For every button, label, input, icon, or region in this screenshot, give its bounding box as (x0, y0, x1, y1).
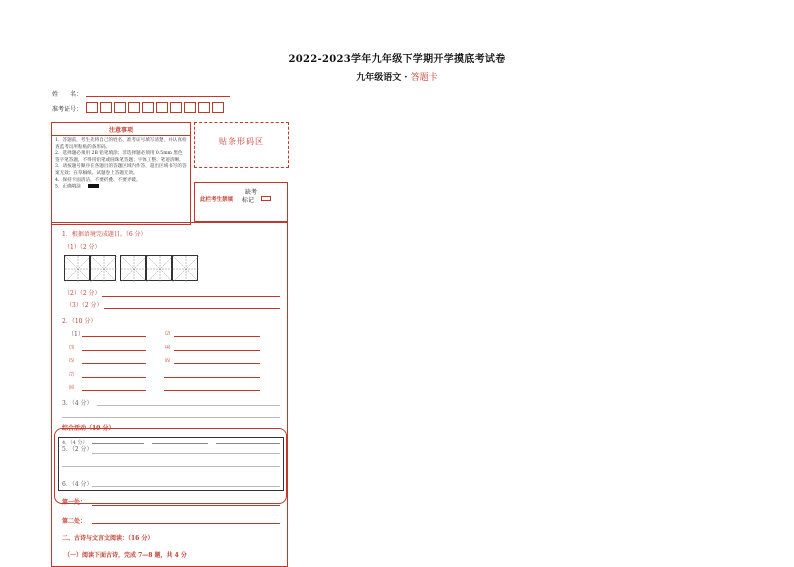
q3-answer-line-2[interactable] (62, 417, 280, 418)
q2-item-7b-line[interactable] (164, 377, 260, 378)
q2-item-4-label: ⑷ (165, 345, 171, 351)
exam-number-cell[interactable] (142, 102, 154, 113)
name-field[interactable] (86, 96, 230, 97)
q1-3-label: （3）（2 分） (66, 302, 103, 309)
q5-label: 5．（2 分） (62, 446, 93, 453)
notice-item: 4．保持卡面清洁，不要折叠、不要弄破。 (55, 177, 141, 183)
q4-answer-line-3[interactable] (216, 443, 280, 444)
place-1-label: 第一处： (62, 499, 87, 506)
exam-number-cell[interactable] (212, 102, 224, 113)
q2-item-2-line[interactable] (174, 336, 260, 337)
comprehensive-title: 综合活动（10 分） (62, 425, 115, 432)
notice-box (51, 122, 191, 225)
absent-checkbox[interactable] (261, 196, 271, 201)
q2-item-8-line[interactable] (82, 390, 146, 391)
writing-grid-cell[interactable] (172, 255, 198, 281)
q2-item-6-line[interactable] (174, 363, 260, 364)
q5-answer-line-2[interactable] (62, 466, 280, 467)
filled-mark-example (88, 184, 99, 188)
q2-item-8b-line[interactable] (164, 390, 260, 391)
q2-item-4-line[interactable] (174, 350, 260, 351)
writing-grid-cell[interactable] (120, 255, 146, 281)
notice-item (52, 184, 190, 191)
exam-number-cell[interactable] (184, 102, 196, 113)
writing-grid-cell[interactable] (146, 255, 172, 281)
q2-item-5-label: ⑸ (69, 358, 75, 364)
q1-3-answer-line[interactable] (104, 308, 280, 309)
barcode-area (194, 122, 289, 168)
q1-2-label: （2）（2 分） (64, 290, 101, 297)
q2-item-7-label: ⑺ (69, 372, 75, 378)
part-2-title: 二、古诗与文言文阅读：（16 分） (62, 535, 154, 542)
q1-1-label: （1）（2 分） (64, 244, 101, 251)
subtitle-answer-card: 答题卡 (410, 73, 438, 83)
exam-number-cell[interactable] (86, 102, 98, 113)
q4-answer-line-1[interactable] (92, 443, 144, 444)
subtitle-main: 九年级语文 · (356, 73, 411, 83)
exam-title: 2022-2023学年九年级下学期开学摸底考试卷 (288, 54, 506, 65)
part-2-subtitle: （一）阅读下面古诗，完成 7—8 题，共 4 分 (64, 552, 187, 559)
q2-item-1-label: （1） (68, 331, 84, 338)
q2-item-6-label: ⑹ (165, 358, 171, 364)
writing-grid-cell[interactable] (90, 255, 116, 281)
notice-item: 1．答题前，考生先将自己的姓名、准考证号填写清楚，并认真检查监考员所粘贴的条形码。 (55, 138, 187, 150)
q3-answer-line-1[interactable] (97, 405, 280, 406)
notice-item: 2．选择题必须用 2B 铅笔填涂；非选择题必须用 0.5mm 黑色签字笔答题，不得用铅笔或圆珠笔答题；字体工整、笔迹清晰。 (55, 151, 184, 163)
absent-label-1: 缺考 (245, 189, 258, 196)
q2-item-7-line[interactable] (82, 377, 146, 378)
q2-item-2-label: ⑵ (165, 331, 171, 337)
absent-side-label: 此栏考生禁填 (200, 197, 234, 203)
q1-2-answer-line[interactable] (102, 296, 280, 297)
q2-item-5-line[interactable] (82, 363, 146, 364)
exam-number-cell[interactable] (198, 102, 210, 113)
q3-label: 3．（4 分） (62, 400, 93, 407)
writing-grid-cell[interactable] (64, 255, 90, 281)
absent-label-2: 标记 (242, 197, 255, 204)
exam-number-cell[interactable] (114, 102, 126, 113)
exam-number-cell[interactable] (128, 102, 140, 113)
absent-box (194, 182, 288, 222)
notice-item-5: 5．正确填涂 (55, 184, 81, 190)
barcode-label: 贴条形码区 (219, 137, 264, 146)
q2-item-8-label: ⑻ (69, 385, 75, 391)
exam-number-cells[interactable] (86, 102, 226, 113)
q1-title: 1．根据语境完成题目。（6 分） (62, 231, 147, 238)
exam-subtitle (0, 70, 794, 83)
q4-answer-line-2[interactable] (152, 443, 208, 444)
exam-number-cell[interactable] (100, 102, 112, 113)
place-1-answer-line[interactable] (92, 505, 280, 506)
exam-number-cell[interactable] (156, 102, 168, 113)
q2-item-3-label: ⑶ (69, 345, 75, 351)
q2-item-1-line[interactable] (82, 336, 146, 337)
q6-answer-line[interactable] (92, 486, 280, 487)
name-label: 姓 名： (52, 91, 83, 98)
notice-item: 3．请按题号顺序在各题目的答题区域内作答，超出区域书写的答案无效；在草稿纸、试题卷上答题无效。 (55, 164, 187, 176)
exam-number-label: 准考证号： (52, 106, 83, 113)
q4-label: 4．（4 分） (62, 440, 88, 446)
q5-answer-line-1[interactable] (92, 453, 280, 454)
place-2-label: 第二处： (62, 518, 87, 525)
q1-1-grid[interactable] (64, 255, 198, 281)
exam-number-cell[interactable] (170, 102, 182, 113)
place-2-answer-line[interactable] (92, 523, 280, 524)
q2-item-3-line[interactable] (82, 350, 146, 351)
q6-label: 6．（4 分） (62, 481, 93, 488)
q2-title: 2．（10 分） (62, 318, 97, 325)
notice-title: 注意事项 (108, 127, 133, 134)
